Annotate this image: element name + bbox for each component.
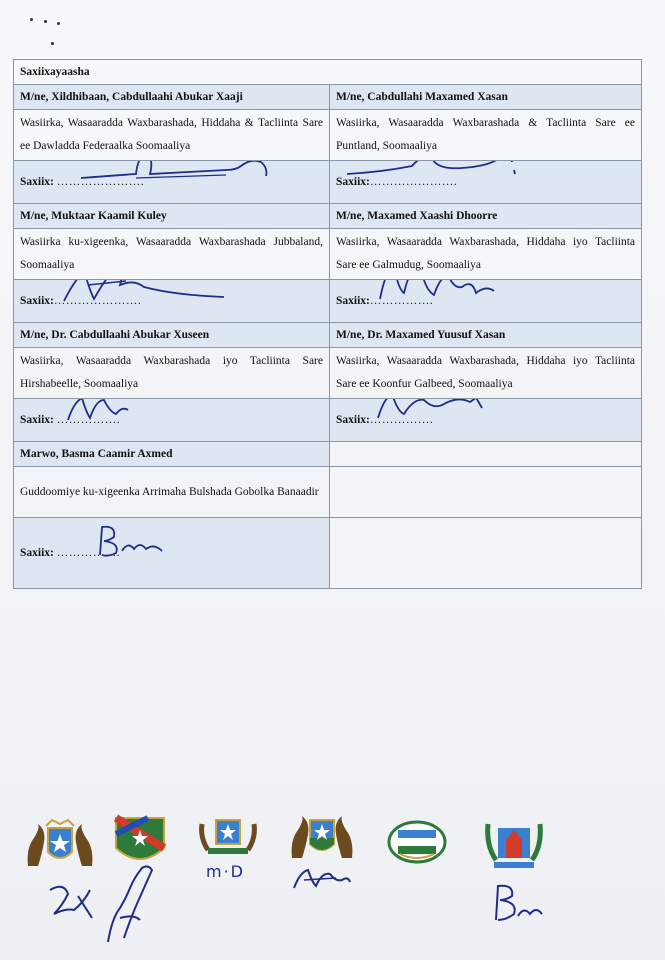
galmudug-emblem-icon xyxy=(284,812,360,864)
signature-label: Saxiix: xyxy=(20,176,54,188)
regional-logos xyxy=(0,800,665,960)
signatory-name: M/ne, Maxamed Xaashi Dhoorre xyxy=(330,204,642,229)
signature-dots: …………………. xyxy=(56,176,145,188)
signatory-name: M/ne, Dr. Cabdullaahi Abukar Xuseen xyxy=(14,323,330,348)
table-title: Saxiixayaasha xyxy=(14,60,642,85)
signature-label: Saxiix: xyxy=(20,295,54,307)
signatory-title: Wasiirka, Wasaaradda Waxbarashada iyo Tacliinta Sare Hirshabeelle, Soomaaliya xyxy=(14,348,330,399)
federal-emblem-icon xyxy=(20,818,100,870)
handwritten-initials xyxy=(44,878,104,928)
handwritten-initials xyxy=(290,864,354,894)
signatory-title: Guddoomiye ku-xigeenka Arrimaha Bulshada Gobolka Banaadir xyxy=(14,467,330,518)
empty-cell xyxy=(330,518,642,589)
signature-label: Saxiix: xyxy=(336,295,370,307)
signatory-title: Wasiirka ku-xigeenka, Wasaaradda Waxbarashada Jubbaland, Soomaaliya xyxy=(14,229,330,280)
signature-dots: ……………. xyxy=(56,414,121,426)
logo-mark: m·D xyxy=(206,862,245,881)
signatory-title: Wasiirka, Wasaaradda Waxbarashada, Hiddaha iyo Tacliinta Sare ee Koonfur Galbeed, Soomaaliya xyxy=(330,348,642,399)
signature-dots: ……………. xyxy=(56,547,121,559)
handwritten-initials xyxy=(100,858,164,948)
puntland-emblem-icon xyxy=(384,818,450,866)
signature-label: Saxiix: xyxy=(336,176,370,188)
handwritten-initials xyxy=(488,880,552,926)
signature-cell xyxy=(14,399,330,442)
signatory-name: M/ne, Dr. Maxamed Yuusuf Xasan xyxy=(330,323,642,348)
signatory-title: Wasiirka, Wasaaradda Waxbarashada & Tacliinta Sare ee Puntland, Soomaaliya xyxy=(330,110,642,161)
signature-label: Saxiix: xyxy=(20,414,54,426)
signatory-title: Wasiirka, Wasaaradda Waxbarashada, Hiddaha iyo Tacliinta Sare ee Galmudug, Soomaaliya xyxy=(330,229,642,280)
signature-cell xyxy=(14,518,330,589)
signature-dots: …………………. xyxy=(53,295,142,307)
signatory-name: Marwo, Basma Caamir Axmed xyxy=(14,442,330,467)
empty-cell xyxy=(330,442,642,467)
signatories-table xyxy=(13,59,642,589)
signature-cell xyxy=(14,161,330,204)
signature-label: Saxiix: xyxy=(20,547,54,559)
hirshabeelle-emblem-icon xyxy=(196,814,260,860)
signatory-title: Wasiirka, Wasaaradda Waxbarashada, Hiddaha & Tacliinta Sare ee Dawladda Federaalka Soomaaliya xyxy=(14,110,330,161)
signature-cell xyxy=(14,280,330,323)
banaadir-emblem-icon xyxy=(482,820,546,876)
signatory-name: M/ne, Xildhibaan, Cabdullaahi Abukar Xaaji xyxy=(14,85,330,110)
signature-cell xyxy=(330,399,642,442)
signature-label: Saxiix: xyxy=(336,414,370,426)
signature-dots: ……………. xyxy=(369,414,434,426)
signature-cell xyxy=(330,161,642,204)
signature-dots: ……………. xyxy=(369,295,434,307)
signature-cell xyxy=(330,280,642,323)
signatory-name: M/ne, Cabdullahi Maxamed Xasan xyxy=(330,85,642,110)
signature-dots: …………………. xyxy=(369,176,458,188)
signatory-name: M/ne, Muktaar Kaamil Kuley xyxy=(14,204,330,229)
empty-cell xyxy=(330,467,642,518)
